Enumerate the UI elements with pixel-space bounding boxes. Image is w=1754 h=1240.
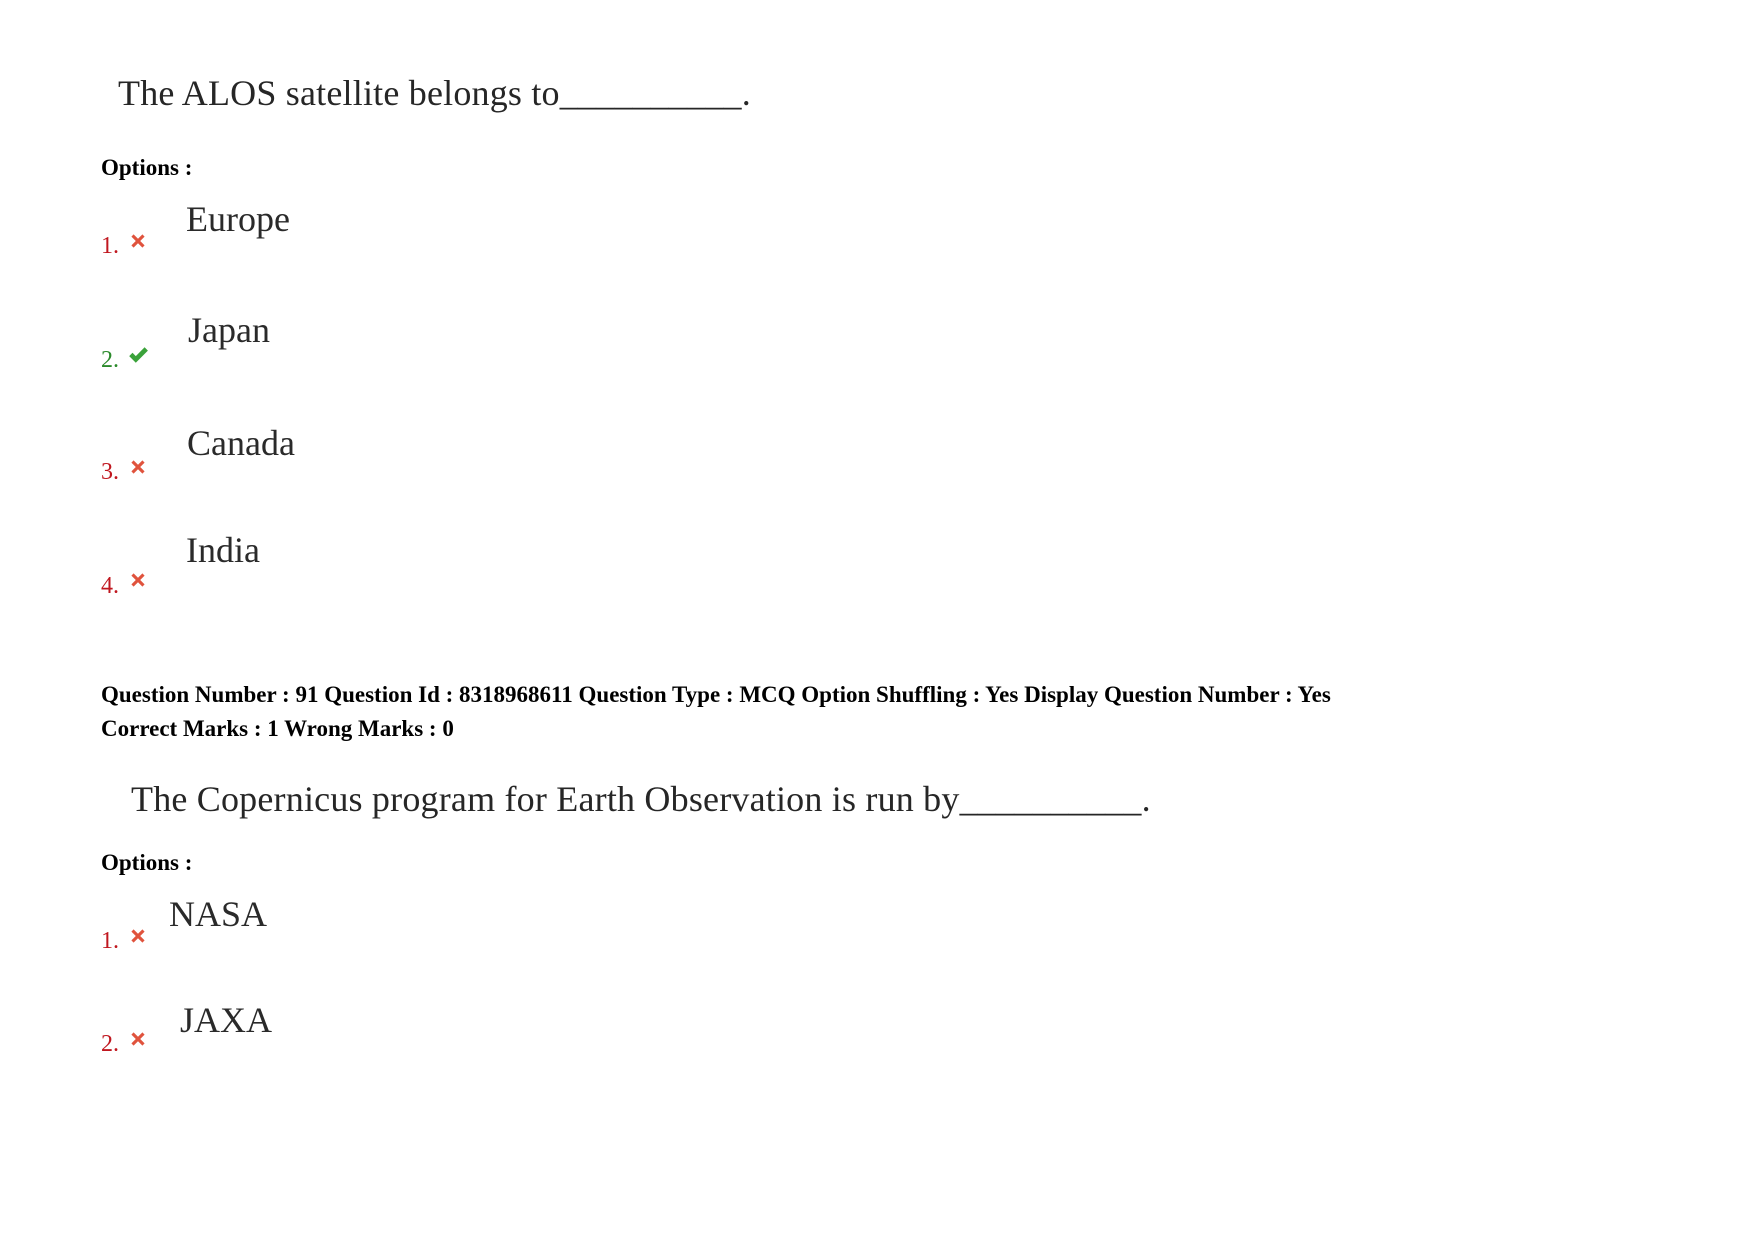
- cross-icon: [127, 925, 149, 947]
- cross-icon: [127, 1028, 149, 1050]
- q90-option-2-number: 2.: [101, 347, 119, 373]
- q90-option-1-number: 1.: [101, 233, 119, 259]
- question-91-text: The Copernicus program for Earth Observation is run by__________.: [131, 779, 1151, 819]
- cross-icon: [127, 569, 149, 591]
- question-90-options-label: Options :: [101, 155, 193, 180]
- q91-option-1-number: 1.: [101, 928, 119, 954]
- q91-option-1-text: NASA: [169, 894, 268, 934]
- question-91-meta-line-1: Question Number : 91 Question Id : 8318968611 Question Type : MCQ Option Shuffling : Yes Display Question Number : Yes: [101, 682, 1331, 707]
- q90-option-3-number: 3.: [101, 459, 119, 485]
- question-91-meta-line-2: Correct Marks : 1 Wrong Marks : 0: [101, 716, 454, 741]
- cross-icon: [127, 456, 149, 478]
- check-icon: [127, 344, 149, 366]
- question-91-options-label: Options :: [101, 850, 193, 875]
- q91-option-2-number: 2.: [101, 1031, 119, 1057]
- q90-option-4-text: India: [186, 530, 260, 570]
- question-90-text: The ALOS satellite belongs to__________.: [118, 73, 751, 113]
- q90-option-3-text: Canada: [187, 423, 295, 463]
- cross-icon: [127, 230, 149, 252]
- q90-option-4-number: 4.: [101, 573, 119, 599]
- q90-option-1-text: Europe: [186, 199, 290, 239]
- q90-option-2-text: Japan: [188, 310, 270, 350]
- q91-option-2-text: JAXA: [180, 1000, 273, 1040]
